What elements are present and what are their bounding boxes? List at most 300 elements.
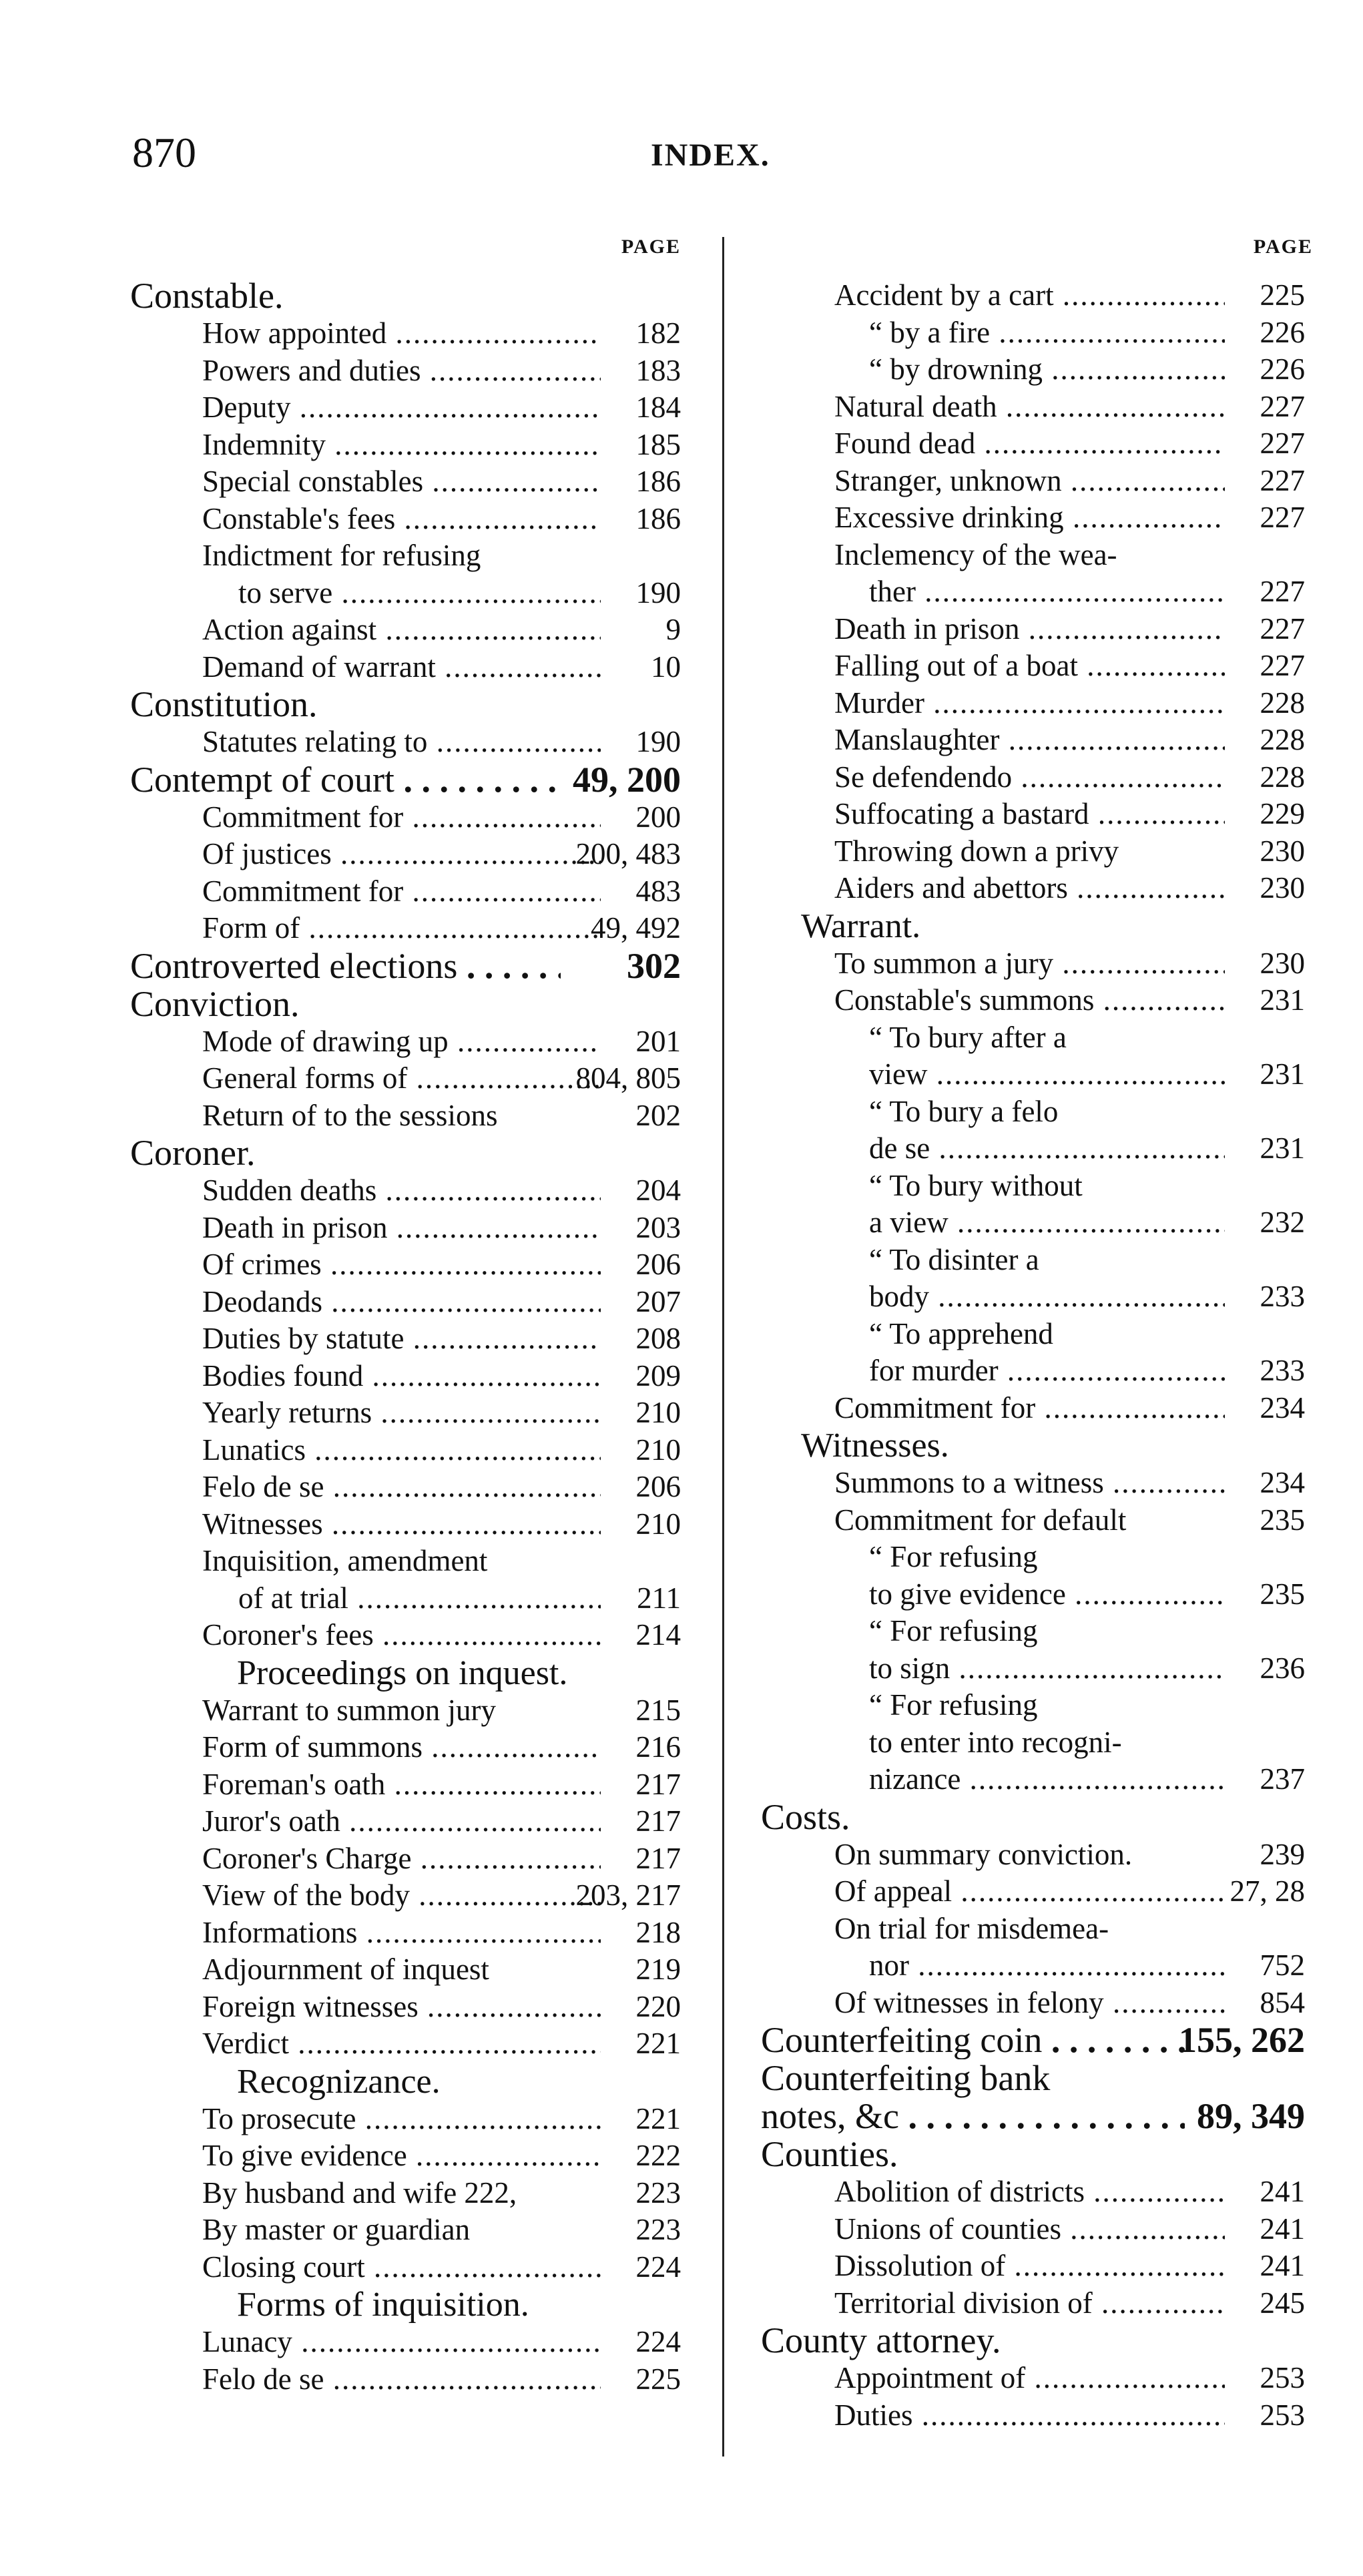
entry-label: Verdict ..... (202, 2025, 601, 2063)
index-entry (761, 2211, 1305, 2248)
index-entry (130, 1803, 681, 1840)
entry-label: Adjournment of inquest (202, 1953, 489, 1986)
index-entry (761, 1056, 1305, 1093)
index-heading (130, 1134, 681, 1172)
index-entry (130, 1097, 681, 1135)
entry-label: To summon a jury ..... (834, 945, 1225, 983)
index-entry (130, 1989, 681, 2026)
entry-label: Indictment for refusing (202, 539, 481, 572)
entry-label: Abolition of districts ..... (834, 2173, 1225, 2211)
index-entry (130, 2175, 681, 2212)
index-entry (130, 1692, 681, 1730)
entry-label: view ..... (869, 1056, 1225, 1093)
page-reference: 210 (635, 1396, 681, 1429)
index-entry (761, 1130, 1305, 1168)
page-reference: 483 (635, 874, 681, 908)
index-entry (761, 351, 1305, 389)
entry-label: Powers and duties ..... (202, 352, 601, 390)
entry-label: Commitment for ..... (202, 799, 601, 836)
index-entry (130, 352, 681, 390)
index-entry (130, 1284, 681, 1321)
index-entry (130, 1840, 681, 1878)
page-reference: 221 (635, 2027, 681, 2060)
entry-label: Excessive drinking ..... (834, 499, 1225, 537)
index-heading (130, 985, 681, 1023)
entry-label: Murder ..... (834, 685, 1225, 722)
index-entry (130, 1172, 681, 1210)
entry-label: Bodies found ..... (202, 1358, 601, 1395)
entry-label: Stranger, unknown ..... (834, 463, 1225, 500)
entry-label: Duties by statute ..... (202, 1320, 601, 1358)
index-heading (761, 1798, 1305, 1836)
page-reference: 221 (635, 2101, 681, 2135)
index-entry (130, 1729, 681, 1766)
page-reference: 231 (1260, 1131, 1305, 1165)
page-reference: 184 (635, 391, 681, 424)
index-entry (761, 611, 1305, 648)
entry-label: Deputy ..... (202, 389, 601, 427)
page-reference: 182 (635, 316, 681, 350)
index-entry (761, 945, 1305, 983)
entry-label: Accident by a cart ..... (834, 277, 1225, 314)
heading-label: Coroner. (130, 1133, 256, 1173)
entry-label: to serve ..... (238, 575, 601, 612)
heading-label: Constable. (130, 276, 284, 316)
index-entry (130, 1617, 681, 1654)
index-entry (130, 501, 681, 538)
index-heading (130, 947, 681, 985)
index-heading (761, 2097, 1305, 2135)
page-reference: 804, 805 (575, 1061, 681, 1095)
page-reference: 190 (635, 575, 681, 609)
entry-label: Informations ..... (202, 1914, 601, 1952)
index-heading (761, 2059, 1305, 2097)
page-reference: 222 (635, 2139, 681, 2172)
index-entry (761, 537, 1305, 574)
entry-label: Return of to the sessions (202, 1098, 498, 1132)
page-reference: 232 (1260, 1206, 1305, 1239)
heading-label: Counties. (761, 2134, 898, 2174)
page-reference: 253 (1260, 2398, 1305, 2432)
page-reference: 203 (635, 1210, 681, 1244)
index-entry (130, 1210, 681, 1247)
page-reference: 225 (635, 2362, 681, 2396)
index-entry (761, 1465, 1305, 1502)
entry-label: Closing court ..... (202, 2249, 601, 2286)
index-entry (761, 1093, 1305, 1131)
entry-label: Inclemency of the wea- (834, 537, 1117, 571)
index-entry (761, 648, 1305, 685)
page-reference: 227 (1260, 427, 1305, 460)
index-entry (761, 1613, 1305, 1650)
page-reference: 220 (635, 1989, 681, 2023)
entry-label: By husband and wife 222, (202, 2175, 517, 2210)
entry-label: “ To bury a felo (869, 1094, 1059, 1128)
page-reference: 241 (1260, 2249, 1305, 2282)
heading-label: Conviction. (130, 983, 300, 1024)
entry-label: Special constables ..... (202, 463, 601, 501)
entry-label: How appointed ..... (202, 315, 601, 352)
entry-label: de se ..... (869, 1130, 1225, 1168)
entry-label: Death in prison ..... (202, 1210, 601, 1247)
page-reference: 227 (1260, 611, 1305, 646)
entry-label: Suffocating a bastard ..... (834, 796, 1225, 833)
page-reference: 190 (635, 725, 681, 758)
entry-label: Form of ..... (202, 910, 601, 947)
index-entry (761, 1576, 1305, 1613)
page-reference: 210 (635, 1507, 681, 1541)
index-entry (130, 1506, 681, 1543)
entry-label: To give evidence ..... (202, 2137, 601, 2175)
entry-label: Felo de se ..... (202, 2361, 601, 2398)
page-reference: 202 (635, 1098, 681, 1132)
index-entry (761, 1687, 1305, 1724)
entry-label: Territorial division of ..... (834, 2285, 1225, 2322)
entry-label: Of appeal ..... (834, 1873, 1225, 1910)
page-reference: 227 (1260, 501, 1305, 534)
page-reference: 155, 262 (1179, 2020, 1305, 2060)
entry-label: Commitment for ..... (834, 1390, 1225, 1427)
index-entry (130, 1951, 681, 1989)
entry-label: Deodands ..... (202, 1284, 601, 1321)
page-reference: 216 (635, 1730, 681, 1764)
index-heading (130, 277, 681, 315)
entry-label: Dissolution of ..... (834, 2248, 1225, 2285)
index-entry (130, 1914, 681, 1952)
index-entry (761, 1947, 1305, 1985)
index-entry (761, 2397, 1305, 2434)
index-entry (761, 1502, 1305, 1539)
entry-label: Statutes relating to ..... (202, 724, 601, 761)
entry-label: Warrant to summon jury (202, 1693, 497, 1727)
index-entry (130, 1320, 681, 1358)
entry-label: “ by a fire ..... (869, 314, 1225, 352)
page-reference: 217 (635, 1841, 681, 1875)
page-reference: 227 (1260, 463, 1305, 497)
index-entry (130, 463, 681, 501)
page-reference: 234 (1260, 1466, 1305, 1499)
page-reference: 235 (1260, 1577, 1305, 1611)
index-entry (130, 2249, 681, 2286)
page-reference: 206 (635, 1248, 681, 1281)
index-entry (130, 427, 681, 464)
page-title: INDEX. (651, 138, 770, 173)
page-reference: 224 (635, 2250, 681, 2284)
page-reference: 206 (635, 1470, 681, 1503)
page-reference: 241 (1260, 2175, 1305, 2208)
page-reference: 10 (651, 650, 681, 684)
index-entry (130, 873, 681, 911)
page-reference: 227 (1260, 649, 1305, 682)
index-entry (761, 389, 1305, 426)
page-reference: 214 (635, 1618, 681, 1651)
page-reference: 9 (665, 613, 681, 646)
page-reference: 49, 200 (573, 759, 681, 800)
entry-label: nizance ..... (869, 1761, 1225, 1798)
entry-label: Foreman's oath ..... (202, 1766, 601, 1804)
entry-label: Falling out of a boat ..... (834, 648, 1225, 685)
index-entry (761, 463, 1305, 500)
index-entry (130, 315, 681, 352)
page-reference: 241 (1260, 2212, 1305, 2246)
page-reference: 208 (635, 1322, 681, 1355)
entry-label: Se defendendo ..... (834, 759, 1225, 796)
entry-label: Natural death ..... (834, 389, 1225, 426)
page-reference: 224 (635, 2325, 681, 2358)
entry-label: Form of summons ..... (202, 1729, 601, 1766)
index-entry (761, 1650, 1305, 1688)
index-entry (761, 796, 1305, 833)
page-reference: 204 (635, 1174, 681, 1207)
entry-label: Appointment of ..... (834, 2360, 1225, 2397)
entry-label: Aiders and abettors ..... (834, 870, 1225, 907)
page-reference: 231 (1260, 1057, 1305, 1091)
entry-label: Constable's summons ..... (834, 982, 1225, 1019)
page-label-left: PAGE (621, 236, 681, 258)
index-entry (130, 1394, 681, 1432)
subheading: Forms of inquisition. (237, 2286, 529, 2324)
entry-label: a view ..... (869, 1204, 1225, 1242)
entry-label: On trial for misdemea- (834, 1911, 1109, 1945)
page-reference: 223 (635, 2213, 681, 2246)
entry-label: “ To apprehend (869, 1316, 1053, 1350)
page-reference: 200, 483 (575, 837, 681, 870)
index-entry (130, 389, 681, 427)
entry-label: “ For refusing (869, 1540, 1038, 1573)
index-entry (130, 611, 681, 649)
entry-label: for murder ..... (869, 1352, 1225, 1390)
page-reference: 219 (635, 1953, 681, 1986)
page-reference: 227 (1260, 575, 1305, 608)
index-entry (761, 425, 1305, 463)
index-entry (761, 1910, 1305, 1948)
index-entry (761, 1204, 1305, 1242)
index-entry (761, 1985, 1305, 2022)
page-reference: 223 (635, 2175, 681, 2210)
index-entry (761, 573, 1305, 611)
index-entry (130, 1358, 681, 1395)
entry-label: “ To bury without (869, 1168, 1083, 1202)
subheading: Recognizance. (237, 2062, 441, 2101)
entry-label: body ..... (869, 1278, 1225, 1316)
entry-label: Lunatics ..... (202, 1432, 601, 1469)
index-entry (761, 685, 1305, 722)
entry-label: Constable's fees ..... (202, 501, 601, 538)
entry-label: Juror's oath ..... (202, 1803, 601, 1840)
subheading: Warrant. (801, 907, 921, 945)
entry-label: Demand of warrant ..... (202, 649, 601, 686)
page-reference: 236 (1260, 1651, 1305, 1685)
entry-label: Lunacy ..... (202, 2324, 601, 2361)
heading-label: Counterfeiting coin . . . (761, 2021, 1185, 2059)
page-reference: 226 (1260, 352, 1305, 386)
index-entry (761, 1836, 1305, 1874)
entry-label: ther ..... (869, 573, 1225, 611)
page-reference: 217 (635, 1767, 681, 1801)
page-reference: 210 (635, 1433, 681, 1467)
index-entry (130, 1543, 681, 1580)
index-entry (130, 2212, 681, 2249)
entry-label: Indemnity ..... (202, 427, 601, 464)
index-entry (130, 2361, 681, 2398)
index-entry (761, 499, 1305, 537)
entry-label: Unions of counties ..... (834, 2211, 1225, 2248)
page-reference: 253 (1260, 2361, 1305, 2394)
index-entry (130, 1877, 681, 1914)
page-reference: 230 (1260, 834, 1305, 868)
page-reference: 207 (635, 1284, 681, 1318)
entry-label: Witnesses ..... (202, 1506, 601, 1543)
index-entry (130, 2137, 681, 2175)
entry-label: Of witnesses in felony ..... (834, 1985, 1225, 2022)
entry-label: Foreign witnesses ..... (202, 1989, 601, 2026)
entry-label: “ For refusing (869, 1614, 1038, 1647)
index-entry (761, 833, 1305, 870)
page-reference: 49, 492 (591, 911, 681, 945)
heading-label: County attorney. (761, 2320, 1001, 2360)
page-reference: 203, 217 (575, 1878, 681, 1912)
column-divider (722, 237, 724, 2457)
index-entry (761, 1019, 1305, 1057)
entry-label: Sudden deaths ..... (202, 1172, 601, 1210)
index-entry (761, 1873, 1305, 1910)
entry-label: Throwing down a privy (834, 834, 1119, 868)
index-entry (130, 575, 681, 612)
index-entry (761, 870, 1305, 907)
heading-label: notes, &c . . . (761, 2097, 1185, 2135)
index-entry (761, 2248, 1305, 2285)
entry-label: to give evidence ..... (869, 1576, 1225, 1613)
index-entry (130, 1246, 681, 1284)
heading-label: Controverted elections . . . (130, 947, 561, 985)
page-reference: 230 (1260, 871, 1305, 905)
entry-label: “ by drowning ..... (869, 351, 1225, 389)
entry-label: Death in prison ..... (834, 611, 1225, 648)
index-entry (130, 537, 681, 575)
page-reference: 245 (1260, 2286, 1305, 2320)
page-reference: 217 (635, 1804, 681, 1838)
page-reference: 215 (635, 1693, 681, 1727)
entry-label: By master or guardian (202, 2213, 471, 2246)
index-entry (761, 1724, 1305, 1762)
index-heading (130, 761, 681, 799)
entry-label: Of crimes ..... (202, 1246, 601, 1284)
page-reference: 226 (1260, 315, 1305, 349)
index-entry (130, 910, 681, 947)
page-reference: 200 (635, 800, 681, 834)
index-entry (761, 1242, 1305, 1279)
entry-label: Mode of drawing up ..... (202, 1023, 601, 1061)
index-entry (130, 1023, 681, 1061)
page-reference: 227 (1260, 389, 1305, 423)
index-entry (761, 982, 1305, 1019)
entry-label: Commitment for default (834, 1503, 1127, 1537)
right-entries (761, 277, 1305, 2434)
index-entry (130, 1432, 681, 1469)
page-reference: 89, 349 (1197, 2096, 1305, 2136)
index-heading (761, 2135, 1305, 2173)
entry-label: View of the body ..... (202, 1877, 601, 1914)
page-reference: 27, 28 (1230, 1874, 1305, 1908)
entry-label: Of justices ..... (202, 836, 601, 873)
index-entry (130, 2324, 681, 2361)
entry-label: “ To bury after a (869, 1020, 1067, 1054)
page-reference: 225 (1260, 278, 1305, 312)
index-entry (761, 1761, 1305, 1798)
index-entry (130, 724, 681, 761)
index-entry (130, 1060, 681, 1097)
left-entries (130, 277, 681, 2398)
index-entry (761, 2285, 1305, 2322)
index-entry (761, 314, 1305, 352)
page-reference: 239 (1260, 1837, 1305, 1871)
entry-label: Found dead ..... (834, 425, 1225, 463)
right-column (761, 230, 1313, 2434)
page-reference: 234 (1260, 1390, 1305, 1425)
page-reference: 185 (635, 427, 681, 461)
page-reference: 228 (1260, 723, 1305, 756)
index-heading (761, 2322, 1305, 2360)
left-column (130, 230, 681, 2398)
page-label-right: PAGE (1253, 236, 1313, 258)
page-reference: 854 (1260, 1985, 1305, 2019)
entry-label: Coroner's fees ..... (202, 1617, 601, 1654)
page-reference: 752 (1260, 1949, 1305, 1982)
entry-label: General forms of ..... (202, 1060, 601, 1097)
entry-label: Manslaughter ..... (834, 722, 1225, 759)
page-reference: 235 (1260, 1503, 1305, 1537)
entry-label: To prosecute ..... (202, 2101, 601, 2138)
index-entry (130, 1469, 681, 1506)
entry-label: “ For refusing (869, 1688, 1038, 1722)
entry-label: Commitment for ..... (202, 873, 601, 911)
index-entry (761, 277, 1305, 314)
subheading: Proceedings on inquest. (237, 1653, 568, 1692)
index-heading (761, 2021, 1305, 2059)
page-reference: 218 (635, 1915, 681, 1949)
index-entry (761, 1539, 1305, 1576)
entry-label: to sign ..... (869, 1650, 1225, 1688)
page-reference: 230 (1260, 946, 1305, 980)
page-reference: 233 (1260, 1280, 1305, 1313)
page-reference: 183 (635, 353, 681, 387)
entry-label: Coroner's Charge ..... (202, 1840, 601, 1878)
index-entry (761, 1316, 1305, 1353)
entry-label: of at trial ..... (238, 1580, 601, 1617)
entry-label: Inquisition, amendment (202, 1544, 488, 1577)
entry-label: Felo de se ..... (202, 1469, 601, 1506)
entry-label: “ To disinter a (869, 1242, 1039, 1276)
heading-label: Costs. (761, 1796, 850, 1837)
index-entry (130, 799, 681, 836)
entry-label: Duties ..... (834, 2397, 1225, 2434)
index-entry (130, 1580, 681, 1617)
entry-label: to enter into recogni- (869, 1725, 1122, 1759)
index-entry (761, 2173, 1305, 2211)
index-entry (761, 1390, 1305, 1427)
index-entry (761, 759, 1305, 796)
page-reference: 229 (1260, 797, 1305, 830)
page-reference: 228 (1260, 686, 1305, 720)
page-reference: 186 (635, 465, 681, 498)
index-entry (761, 1278, 1305, 1316)
subheading: Witnesses. (801, 1427, 949, 1465)
index-entry (761, 2360, 1305, 2397)
entry-label: nor ..... (869, 1947, 1225, 1985)
page-reference: 186 (635, 501, 681, 535)
page-reference: 231 (1260, 983, 1305, 1017)
entry-label: Summons to a witness ..... (834, 1465, 1225, 1502)
